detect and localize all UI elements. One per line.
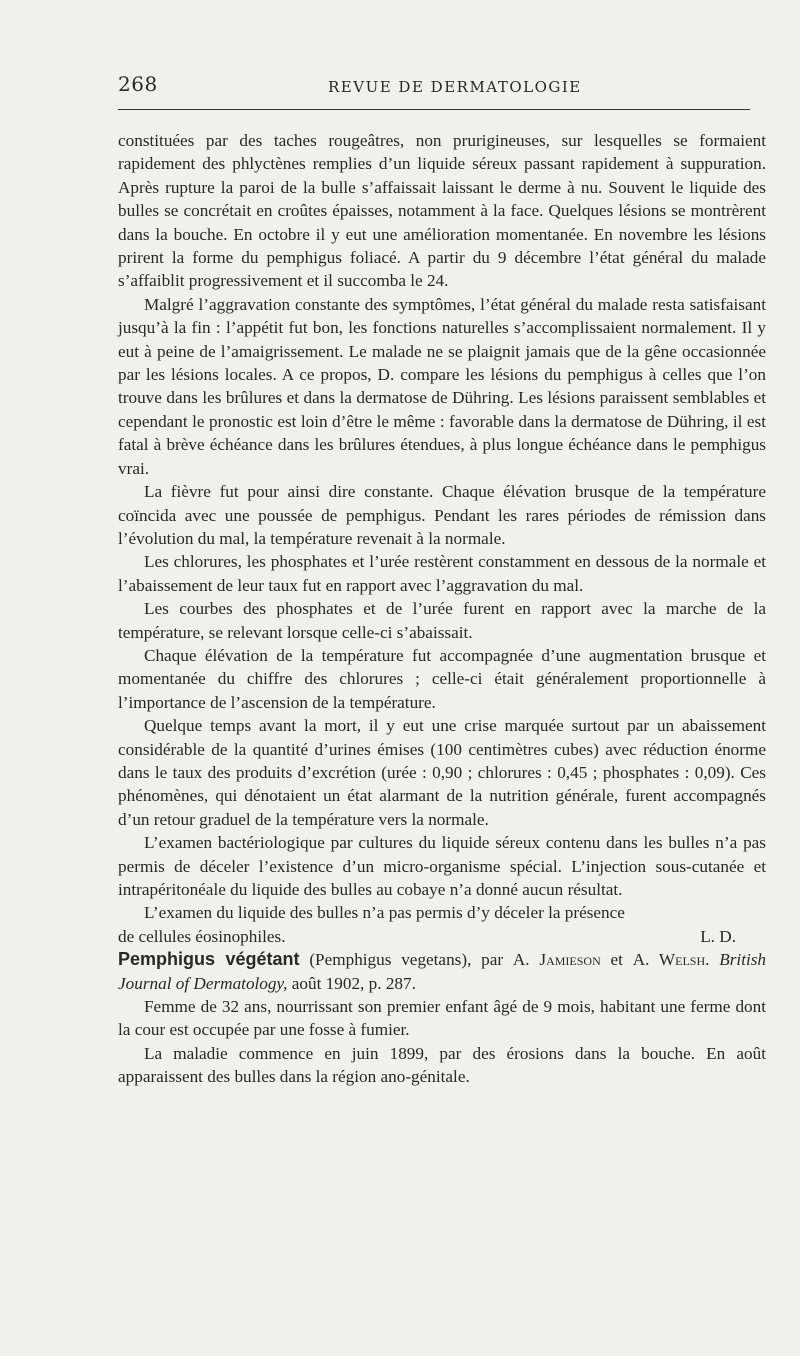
paragraph: L’examen bactériologique par cultures du liquide séreux contenu dans les bulles n’a pas permis de déceler l’existence d’un micro-organisme spécial. L’injection sous-cutanée et intrapéritonéale du liquide des bulles au cobaye n’a donné aucun résultat.	[118, 833, 766, 899]
paragraph-end: de cellules éosinophiles.	[118, 926, 286, 946]
reference-entry	[118, 948, 766, 995]
paragraph: Les courbes des phosphates et de l’urée furent en rapport avec la marche de la température, se relevant lorsque celle-ci s’abaissait.	[118, 599, 766, 642]
reference-journal: British Journal of Dermatology,	[118, 950, 767, 993]
reference-author: A. Jamieson	[512, 950, 601, 970]
page-header	[118, 72, 758, 102]
paragraph: Femme de 32 ans, nourrissant son premier enfant âgé de 9 mois, habitant une ferme dont la cour est occupée par une fosse à fumier.	[118, 997, 766, 1040]
paragraph: Les chlorures, les phosphates et l’urée restèrent constamment en dessous de la normale et l’abaissement de leur taux fut en rapport avec l’aggravation du mal.	[118, 552, 766, 595]
page-number: 268	[118, 72, 158, 96]
reference-title: Pemphigus végétant	[118, 949, 300, 970]
paragraph: Chaque élévation de la température fut accompagnée d’une augmentation brusque et momentanée du chiffre des chlorures ; celle-ci était généralement proportionnelle à l’importance de l’ascension de la température.	[118, 645, 766, 712]
paragraph: Quelque temps avant la mort, il y eut une crise marquée surtout par un abaissement considérable de la quantité d’urines émises (100 centimètres cubes) avec réduction énorme dans le taux des produits d’excrétion (urée : 0,90 ; chlorures : 0,45 ; phosphates : 0,09). Ces phénomènes, qui dénotaient un état alarmant de la nutrition générale, furent accompagnés d’un retour graduel de la température vers la normale.	[118, 716, 766, 829]
running-title: REVUE DE DERMATOLOGIE	[328, 78, 582, 96]
paragraph: constituées par des taches rougeâtres, non prurigineuses, sur lesquelles se formaient rapidement des phlyctènes remplies d’un liquide séreux passant rapidement à suppuration. Après rupture la paroi de la bulle s’affaissait laissant le derme à nu. Souvent le liquide des bulles se concrétait en croûtes épaisses, notamment à la face. Quelques lésions se montrèrent dans la bouche. En octobre il y eut une amélioration momentanée. En novembre les lésions prirent la forme du pemphigus foliacé. A partir du 9 décembre l’état général du malade s’affaiblit progressivement et il succomba le 24.	[118, 131, 766, 291]
paragraph: La fièvre fut pour ainsi dire constante. Chaque élévation brusque de la température coïncida avec une poussée de pemphigus. Pendant les rares périodes de rémission dans l’évolution du mal, la température revenait à la normale.	[118, 482, 766, 548]
paragraph: La maladie commence en juin 1899, par des érosions dans la bouche. En août apparaissent des bulles dans la région ano-génitale.	[118, 1043, 766, 1087]
header-rule	[118, 109, 750, 110]
paragraph: Malgré l’aggravation constante des symptômes, l’état général du malade resta satisfaisant jusqu’à la fin : l’appétit fut bon, les fonctions naturelles s’accomplissaient normalement. Il y eut à peine de l’amaigrissement. Le malade ne se plaignit jamais que de la gêne occasionnée par les lésions locales. A ce propos, D. compare les lésions du pemphigus à celles que l’on trouve dans les brûlures et dans la dermatose de Dühring. Les lésions paraissent semblables et cependant le pronostic est loin d’être le même : favorable dans la dermatose de Dühring, il est fatal à brève échéance dans les brûlures étendues, à plus longue échéance dans le pemphigus vrai.	[118, 294, 766, 478]
paragraph: L’examen du liquide des bulles n’a pas permis d’y déceler la présence	[144, 903, 625, 923]
reference-date: août 1902, p. 287.	[287, 973, 416, 993]
signature: L. D.	[700, 926, 736, 946]
reference-conjunction: et	[600, 950, 633, 970]
article-body	[118, 129, 766, 1089]
signature-row	[118, 925, 766, 948]
reference-author: A. Welsh.	[632, 950, 710, 970]
reference-subtitle: (Pemphigus vegetans), par	[299, 950, 513, 970]
